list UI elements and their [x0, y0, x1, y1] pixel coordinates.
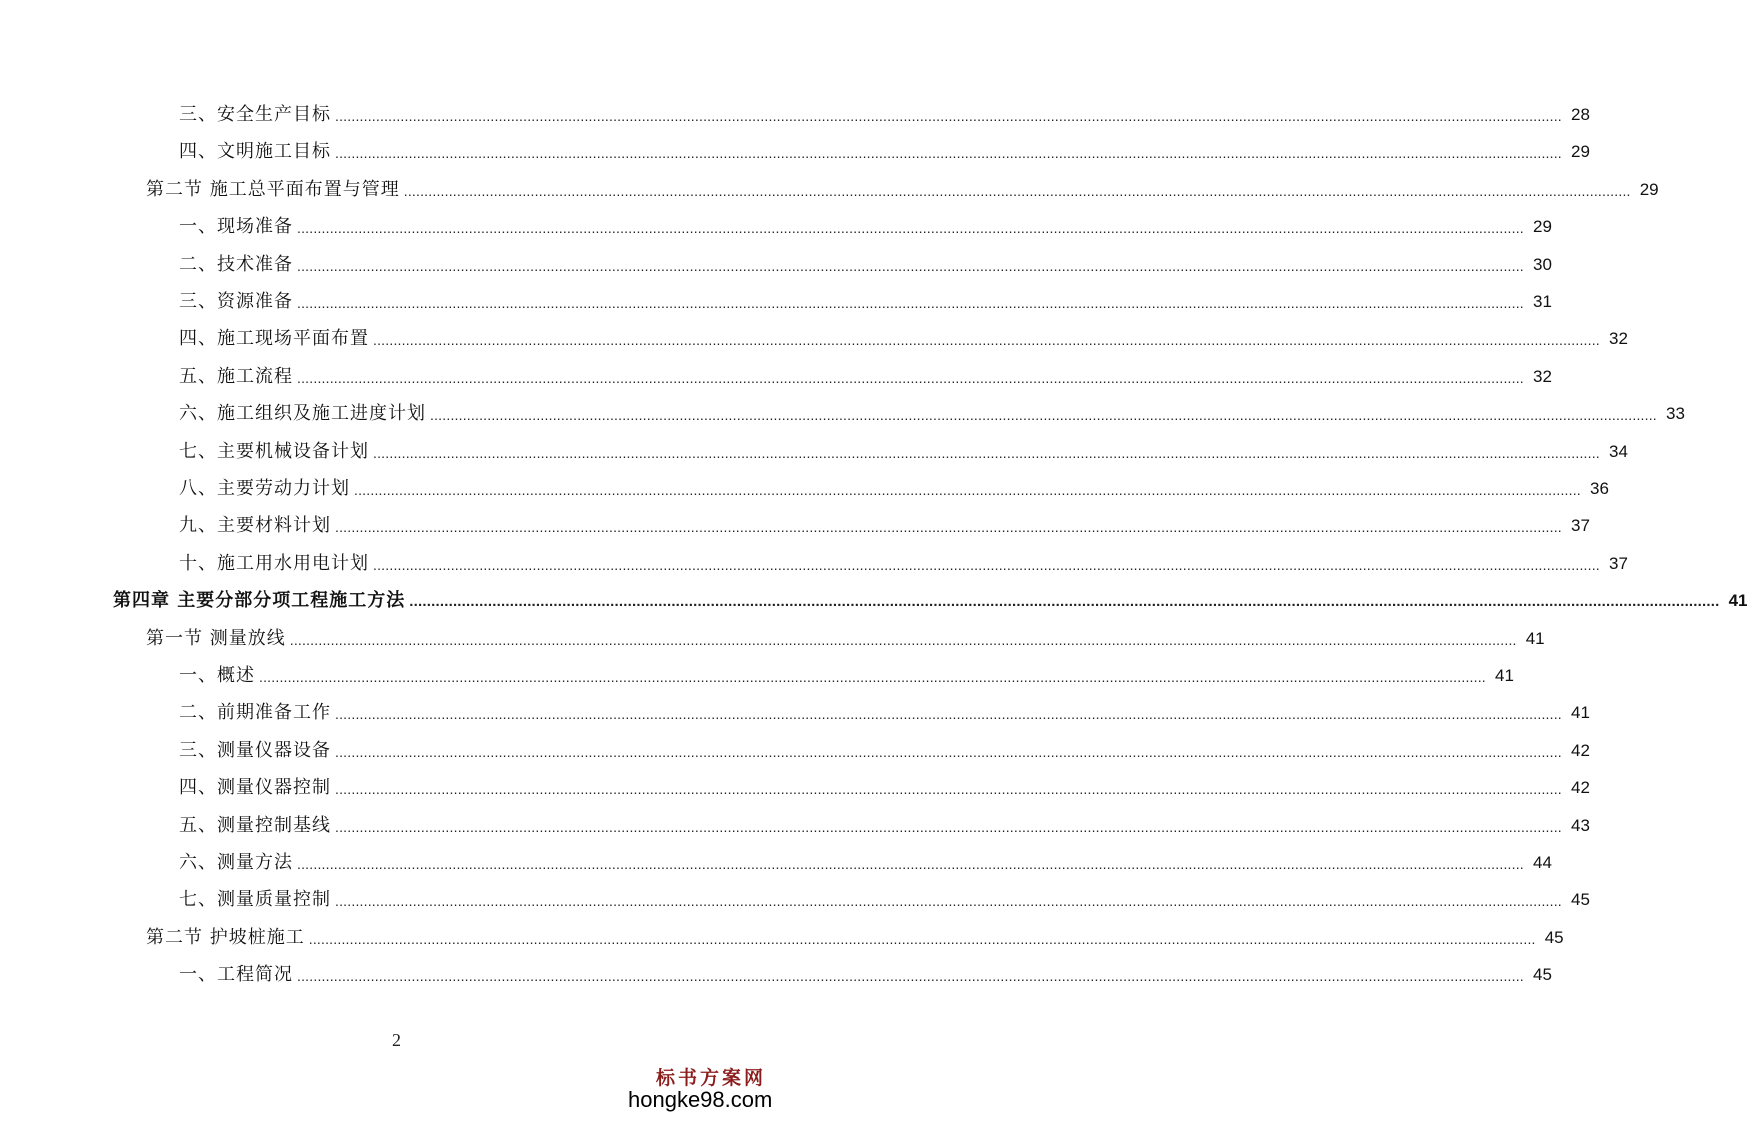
toc-entry-page: 45 [1570, 890, 1590, 909]
toc-entry-label: 二、前期准备工作 [179, 702, 331, 723]
toc-entry-label: 四、施工现场平面布置 [179, 328, 369, 349]
toc-entry-item [179, 100, 1590, 126]
toc-entry-label: 一、工程简况 [179, 964, 293, 985]
toc-entry-item [179, 960, 1552, 986]
toc-entry-label: 七、主要机械设备计划 [179, 441, 369, 462]
toc-entry-page: 34 [1608, 442, 1628, 461]
dot-leader: ............................................................................................................................................................................................................................................................................................................ [259, 669, 1486, 685]
toc-entry-label: 二、技术准备 [179, 254, 293, 275]
toc-entry-page: 42 [1570, 741, 1590, 760]
toc-entry-section [146, 175, 1659, 201]
dot-leader: ............................................................................................................................................................................................................................................................................................................ [297, 220, 1524, 236]
toc-entry-page: 44 [1532, 853, 1552, 872]
toc-entry-label: 五、测量控制基线 [179, 815, 331, 836]
toc-entry-page: 37 [1570, 516, 1590, 535]
toc-entry-item [179, 549, 1628, 575]
toc-entry-label: 十、施工用水用电计划 [179, 553, 369, 574]
dot-leader: ............................................................................................................................................................................................................................................................................................................ [297, 856, 1524, 872]
toc-entry-page: 31 [1532, 292, 1552, 311]
toc-entry-label: 第一节 测量放线 [146, 628, 286, 649]
toc-entry-page: 32 [1532, 367, 1552, 386]
dot-leader: ............................................................................................................................................................................................................................................................................................................ [335, 519, 1562, 535]
dot-leader: ............................................................................................................................................................................................................................................................................................................ [373, 557, 1600, 573]
watermark-title: 标书方案网 [656, 1067, 767, 1089]
toc-entry-page: 28 [1570, 105, 1590, 124]
toc-entry-item [179, 287, 1552, 313]
toc-entry-page: 33 [1665, 404, 1685, 423]
toc-entry-label: 九、主要材料计划 [179, 515, 331, 536]
dot-leader: ............................................................................................................................................................................................................................................................................................................ [430, 407, 1657, 423]
toc-entry-item [179, 885, 1590, 911]
toc-entry-label: 第二节 护坡桩施工 [146, 927, 305, 948]
toc-entry-label: 一、概述 [179, 665, 255, 686]
toc-entry-page: 29 [1570, 142, 1590, 161]
toc-entry-item [179, 212, 1552, 238]
toc-entry-label: 五、施工流程 [179, 366, 293, 387]
toc-entry-item [179, 811, 1590, 837]
page-number: 2 [392, 1030, 401, 1050]
toc-entry-item [179, 474, 1609, 500]
toc-entry-label: 第二节 施工总平面布置与管理 [146, 179, 400, 200]
dot-leader: ............................................................................................................................................................................................................................................................................................................ [373, 445, 1600, 461]
toc-entry-item [179, 773, 1590, 799]
dot-leader: ............................................................................................................................................................................................................................................................................................................ [308, 931, 1536, 947]
dot-leader: ............................................................................................................................................................................................................................................................................................................ [297, 370, 1524, 386]
toc-entry-label: 六、施工组织及施工进度计划 [179, 403, 426, 424]
dot-leader: ............................................................................................................................................................................................................................................................................................................ [335, 706, 1562, 722]
toc-entry-label: 四、文明施工目标 [179, 141, 331, 162]
dot-leader: ............................................................................................................................................................................................................................................................................................................ [403, 183, 1631, 199]
toc-entry-item [179, 250, 1552, 276]
watermark-logo [628, 1063, 788, 1119]
dot-leader: ............................................................................................................................................................................................................................................................................................................ [373, 332, 1600, 348]
toc-entry-label: 七、测量质量控制 [179, 889, 331, 910]
toc-entry-chapter [113, 586, 1748, 612]
toc-entry-section [146, 624, 1545, 650]
toc-entry-label: 三、资源准备 [179, 291, 293, 312]
toc-entry-item [179, 399, 1685, 425]
dot-leader: ............................................................................................................................................................................................................................................................................................................ [335, 744, 1562, 760]
dot-leader: ............................................................................................................................................................................................................................................................................................................ [335, 108, 1562, 124]
toc-entry-label: 第四章 主要分部分项工程施工方法 [113, 590, 406, 611]
toc-entry-item [179, 137, 1590, 163]
toc-entry-page: 45 [1532, 965, 1552, 984]
toc-entry-label: 三、安全生产目标 [179, 104, 331, 125]
toc-entry-item [179, 511, 1590, 537]
toc-entry-item [179, 362, 1552, 388]
toc-entry-page: 41 [1494, 666, 1514, 685]
toc-entry-page: 29 [1639, 180, 1659, 199]
toc-entry-page: 42 [1570, 778, 1590, 797]
toc-entry-page: 30 [1532, 255, 1552, 274]
dot-leader: ............................................................................................................................................................................................................................................................................................................ [335, 819, 1562, 835]
dot-leader: ............................................................................................................................................................................................................................................................................................................ [297, 968, 1524, 984]
toc-entry-label: 一、现场准备 [179, 216, 293, 237]
toc-entry-page: 45 [1544, 928, 1564, 947]
dot-leader: ............................................................................................................................................................................................................................................................................................................ [335, 781, 1562, 797]
toc-entry-item [179, 698, 1590, 724]
toc-entry-page: 32 [1608, 329, 1628, 348]
toc-entry-page: 36 [1589, 479, 1609, 498]
watermark-url: hongke98.com [628, 1087, 773, 1112]
toc-entry-page: 29 [1532, 217, 1552, 236]
dot-leader: ............................................................................................................................................................................................................................................................................................................ [335, 145, 1562, 161]
toc-entry-label: 四、测量仪器控制 [179, 777, 331, 798]
dot-leader: ............................................................................................................................................................................................................................................................................................................ [335, 893, 1562, 909]
dot-leader: ............................................................................................................................................................................................................................................................................................................ [297, 295, 1524, 311]
dot-leader: ............................................................................................................................................................................................................................................................................................................ [289, 632, 1517, 648]
toc-entry-section [146, 923, 1564, 949]
toc-entry-item [179, 848, 1552, 874]
toc-entry-page: 41 [1728, 591, 1748, 610]
toc-entry-page: 41 [1525, 629, 1545, 648]
dot-leader: ............................................................................................................................................................................................................................................................................................................ [297, 258, 1524, 274]
toc-entry-page: 37 [1608, 554, 1628, 573]
toc-entry-label: 三、测量仪器设备 [179, 740, 331, 761]
toc-entry-page: 41 [1570, 703, 1590, 722]
toc-entry-item [179, 437, 1628, 463]
toc-entry-item [179, 324, 1628, 350]
toc-entry-item [179, 736, 1590, 762]
toc-entry-label: 八、主要劳动力计划 [179, 478, 350, 499]
dot-leader: ............................................................................................................................................................................................................................................................................................................ [409, 593, 1720, 610]
toc-entry-page: 43 [1570, 816, 1590, 835]
toc-entry-item [179, 661, 1514, 687]
dot-leader: ............................................................................................................................................................................................................................................................................................................ [354, 482, 1581, 498]
toc-entry-label: 六、测量方法 [179, 852, 293, 873]
